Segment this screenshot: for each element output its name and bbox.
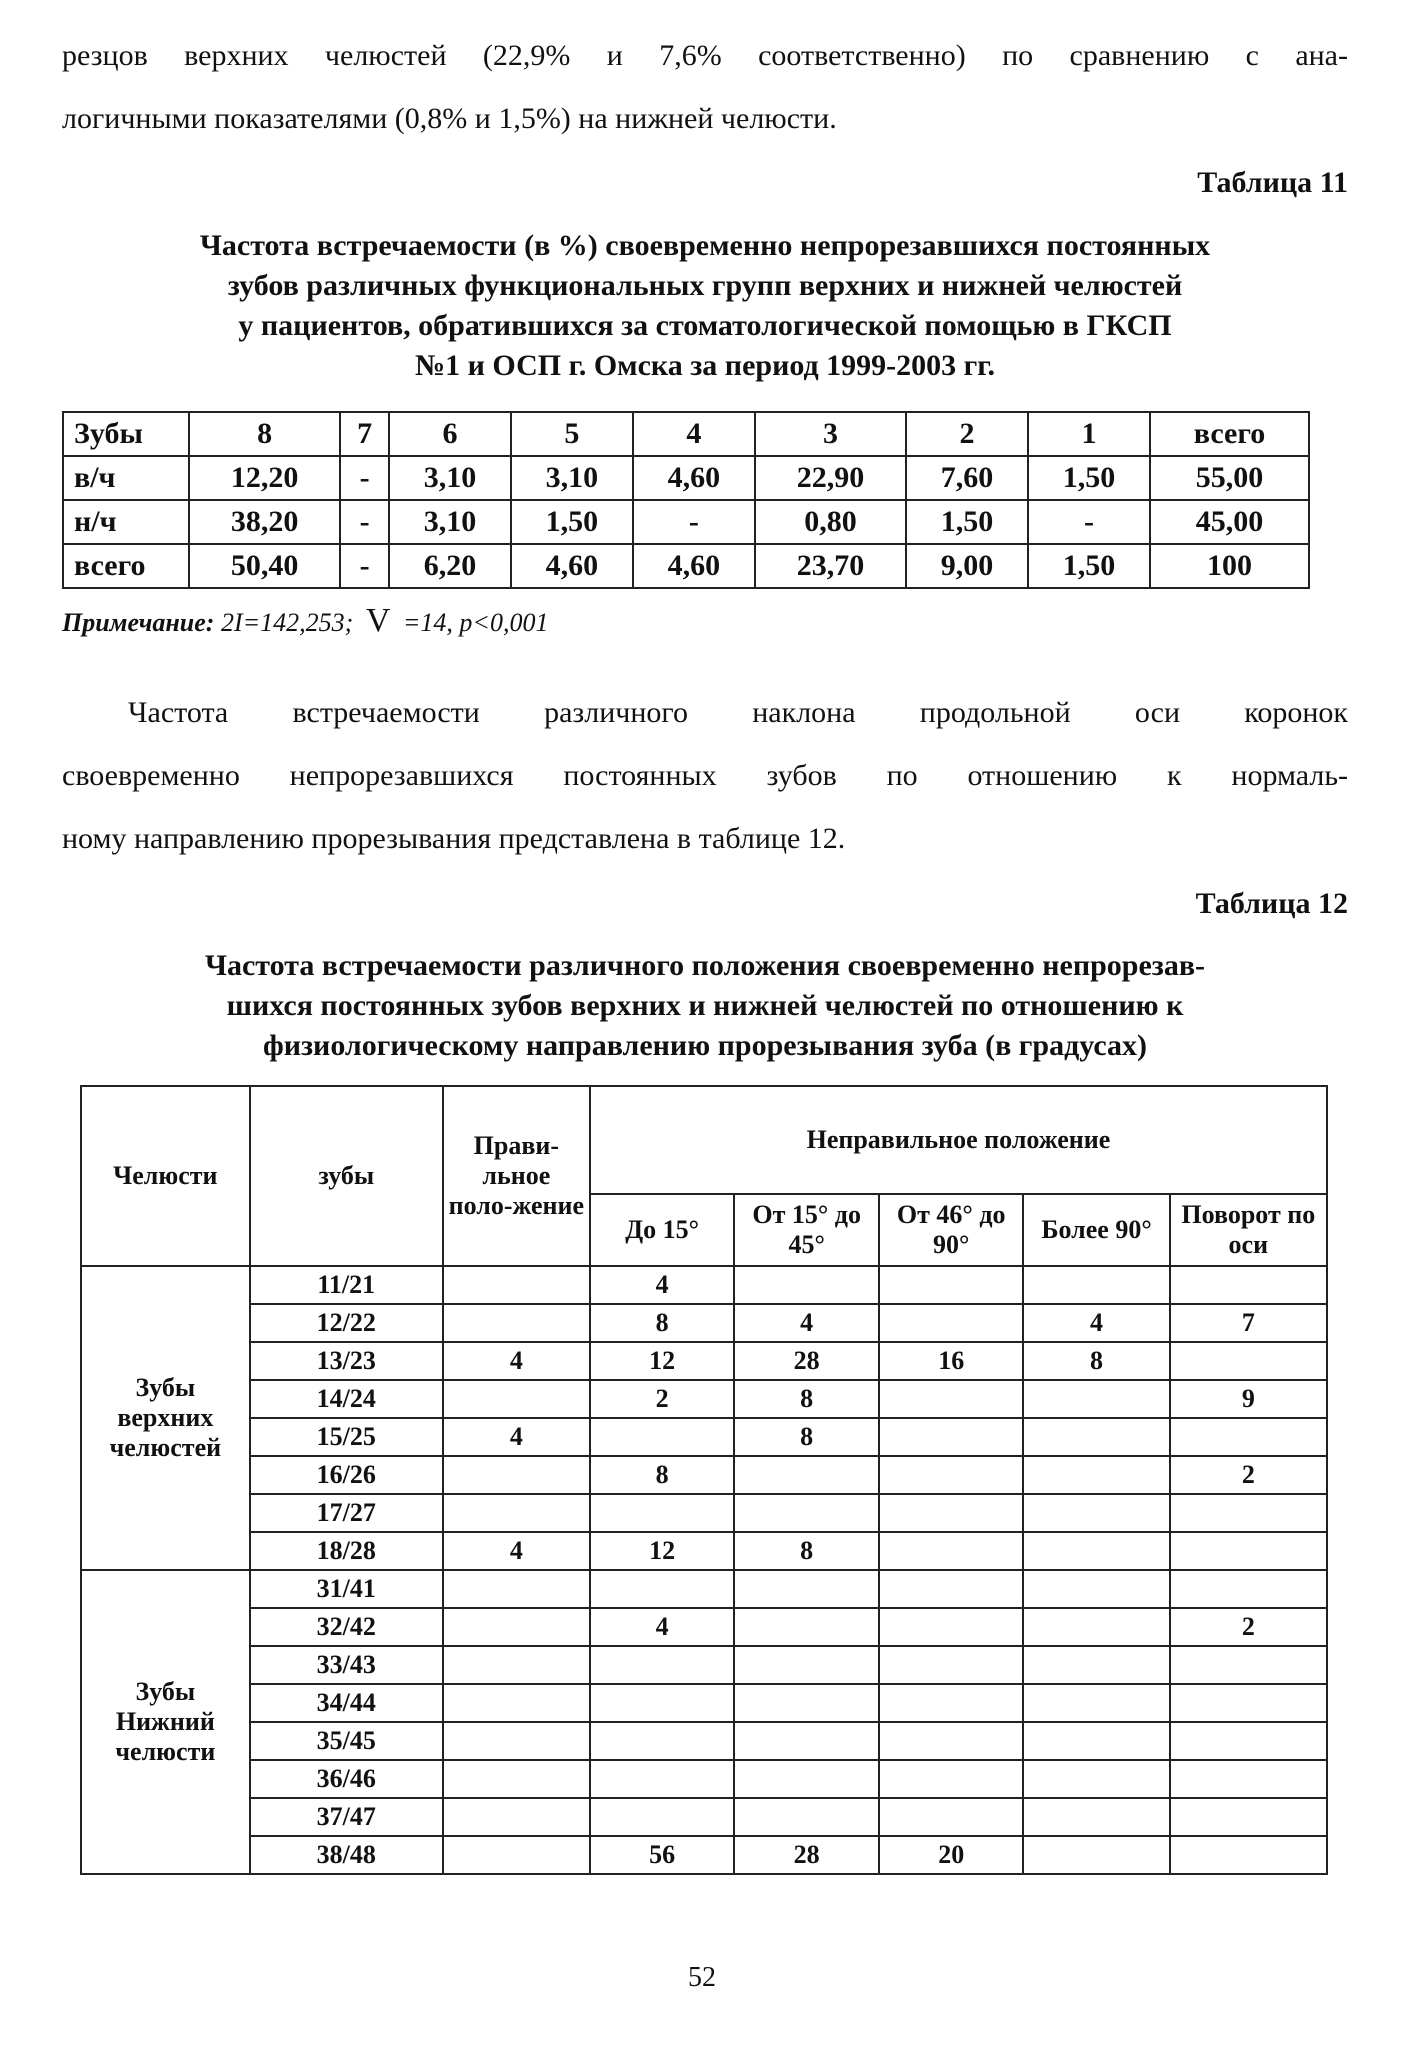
table-cell: 4 [1023, 1304, 1169, 1342]
header-incorrect-position: Неправильное положение [590, 1086, 1327, 1194]
table-cell [590, 1760, 735, 1798]
table-cell: 7,60 [906, 456, 1028, 500]
table-cell: 20 [879, 1836, 1024, 1874]
table11-header-cell: 3 [755, 412, 906, 456]
table-cell: в/ч [63, 456, 189, 500]
table-cell [443, 1266, 590, 1304]
table-cell [1023, 1646, 1169, 1684]
table-cell: 4 [443, 1342, 590, 1380]
tooth-pair-cell: 12/22 [250, 1304, 443, 1342]
table-row [81, 1646, 1327, 1684]
table-cell: 22,90 [755, 456, 906, 500]
table-cell [1170, 1418, 1327, 1456]
intro-line-1: резцов верхних челюстей (22,9% и 7,6% соответственно) по сравнению с ана- [62, 39, 1348, 72]
table-cell: 50,40 [189, 544, 340, 588]
table-cell [590, 1418, 735, 1456]
lower-jaw-rows [81, 1570, 1327, 1874]
table-cell [879, 1684, 1024, 1722]
header-jaw: Челюсти [81, 1086, 250, 1266]
table-12 [80, 1085, 1328, 1875]
tooth-pair-cell: 11/21 [250, 1266, 443, 1304]
table11-header-cell: 7 [340, 412, 389, 456]
table-cell: 4 [590, 1608, 735, 1646]
table-row [81, 1418, 1327, 1456]
table-cell: - [340, 500, 389, 544]
tooth-pair-cell: 37/47 [250, 1798, 443, 1836]
table-cell [443, 1684, 590, 1722]
table-cell [443, 1304, 590, 1342]
table-cell [1023, 1722, 1169, 1760]
table-row [81, 1342, 1327, 1380]
table-cell: 4,60 [633, 544, 755, 588]
table-cell: 8 [734, 1418, 879, 1456]
table-cell [1023, 1266, 1169, 1304]
table-cell [734, 1456, 879, 1494]
table11-header-row [63, 412, 1309, 456]
table11-note-part1: 2I=142,253; [220, 608, 354, 637]
table-row [81, 1304, 1327, 1342]
table-cell: 3,10 [389, 456, 511, 500]
paragraph-line-3: ному направлению прорезывания представлена в таблице 12. [62, 822, 846, 855]
table-cell [1023, 1570, 1169, 1608]
table-cell [879, 1266, 1024, 1304]
table-cell: 8 [1023, 1342, 1169, 1380]
table-cell: 8 [590, 1304, 735, 1342]
table-cell: 9 [1170, 1380, 1327, 1418]
table-cell [1170, 1722, 1327, 1760]
table-cell [879, 1646, 1024, 1684]
table-cell [734, 1722, 879, 1760]
table-cell: 1,50 [906, 500, 1028, 544]
table-cell: 56 [590, 1836, 735, 1874]
page-number: 52 [688, 1962, 716, 1993]
table-cell: - [633, 500, 755, 544]
table-cell: 4,60 [511, 544, 633, 588]
upper-jaw-rows [81, 1266, 1327, 1570]
table11-header-cell: 8 [189, 412, 340, 456]
table-cell: 9,00 [906, 544, 1028, 588]
table-row [63, 456, 1309, 500]
table-row [81, 1380, 1327, 1418]
table-cell [443, 1456, 590, 1494]
table-cell: - [340, 544, 389, 588]
table-cell: 3,10 [389, 500, 511, 544]
header-correct-position: Прави-льное поло-жение [443, 1086, 590, 1266]
table-row [81, 1684, 1327, 1722]
table-row [63, 544, 1309, 588]
table-cell [590, 1646, 735, 1684]
table-row [81, 1494, 1327, 1532]
table-11 [62, 411, 1310, 589]
table-cell: 8 [734, 1380, 879, 1418]
table-cell [734, 1570, 879, 1608]
table-cell [590, 1722, 735, 1760]
table11-note-symbol: V [365, 602, 391, 639]
tooth-pair-cell: 17/27 [250, 1494, 443, 1532]
table11-title-line-4: №1 и ОСП г. Омска за период 1999-2003 гг. [414, 349, 996, 382]
table-cell [734, 1684, 879, 1722]
table-cell [443, 1760, 590, 1798]
table11-note-part2: =14, p<0,001 [402, 608, 549, 637]
table-cell [879, 1418, 1024, 1456]
table-cell [1170, 1760, 1327, 1798]
tooth-pair-cell: 14/24 [250, 1380, 443, 1418]
table-cell: 3,10 [511, 456, 633, 500]
tooth-pair-cell: 36/46 [250, 1760, 443, 1798]
table-cell [1170, 1836, 1327, 1874]
table-row [81, 1570, 1327, 1608]
table-cell [1023, 1760, 1169, 1798]
table11-header-cell: 1 [1028, 412, 1150, 456]
table-cell: 0,80 [755, 500, 906, 544]
table-cell [734, 1798, 879, 1836]
table-cell [443, 1836, 590, 1874]
table-cell: 100 [1150, 544, 1309, 588]
table11-header-cell: Зубы [63, 412, 189, 456]
paragraph-line-1: Частота встречаемости различного наклона продольной оси коронок [128, 696, 1348, 729]
table-cell [1023, 1684, 1169, 1722]
table-cell [734, 1608, 879, 1646]
table-cell: 4 [590, 1266, 735, 1304]
tooth-pair-cell: 18/28 [250, 1532, 443, 1570]
table-cell [1023, 1798, 1169, 1836]
table-cell: 2 [1170, 1456, 1327, 1494]
intro-line-2: логичными показателями (0,8% и 1,5%) на нижней челюсти. [62, 102, 837, 135]
table-cell [879, 1532, 1024, 1570]
header-col-3: От 46° до 90° [879, 1194, 1024, 1266]
header-col-1: До 15° [590, 1194, 735, 1266]
table-row [81, 1722, 1327, 1760]
lower-jaw-label: Зубы Нижний челюсти [81, 1570, 250, 1874]
table11-title-line-2: зубов различных функциональных групп верхних и нижней челюстей [227, 269, 1183, 302]
table-cell [879, 1380, 1024, 1418]
table-cell: 38,20 [189, 500, 340, 544]
header-col-4: Более 90° [1023, 1194, 1169, 1266]
tooth-pair-cell: 31/41 [250, 1570, 443, 1608]
table-cell: 4 [443, 1532, 590, 1570]
table-cell: 1,50 [511, 500, 633, 544]
table-cell [590, 1494, 735, 1532]
table-cell: 4,60 [633, 456, 755, 500]
table-cell [879, 1494, 1024, 1532]
tooth-pair-cell: 13/23 [250, 1342, 443, 1380]
table-cell [443, 1494, 590, 1532]
table-cell: 28 [734, 1836, 879, 1874]
table-cell: - [340, 456, 389, 500]
table12-title-line-1: Частота встречаемости различного положения своевременно непрорезав- [204, 949, 1206, 982]
table11-header-cell: 6 [389, 412, 511, 456]
table-row [81, 1608, 1327, 1646]
table-cell [443, 1380, 590, 1418]
paragraph-line-2: своевременно непрорезавшихся постоянных зубов по отношению к нормаль- [62, 759, 1348, 792]
table-cell [443, 1722, 590, 1760]
table-cell: 12,20 [189, 456, 340, 500]
table12-title-line-2: шихся постоянных зубов верхних и нижней челюстей по отношению к [226, 989, 1184, 1022]
table11-title [62, 226, 1348, 386]
table-cell: 4 [734, 1304, 879, 1342]
table-cell: 16 [879, 1342, 1024, 1380]
tooth-pair-cell: 35/45 [250, 1722, 443, 1760]
table-cell [1023, 1456, 1169, 1494]
table-row [63, 500, 1309, 544]
table11-header-cell: всего [1150, 412, 1309, 456]
table-cell [879, 1608, 1024, 1646]
table-cell [1170, 1266, 1327, 1304]
table-cell [443, 1798, 590, 1836]
table-cell [1170, 1570, 1327, 1608]
table-cell [1023, 1608, 1169, 1646]
table-cell: н/ч [63, 500, 189, 544]
table-cell [879, 1722, 1024, 1760]
table-row [81, 1266, 1327, 1304]
table11-note [62, 602, 548, 640]
table-cell [1170, 1494, 1327, 1532]
table-row [81, 1760, 1327, 1798]
table11-header-cell: 2 [906, 412, 1028, 456]
table-cell [1023, 1836, 1169, 1874]
table-cell [879, 1570, 1024, 1608]
table-cell [1170, 1646, 1327, 1684]
table-cell [1023, 1380, 1169, 1418]
table-cell: 12 [590, 1532, 735, 1570]
table-cell: 4 [443, 1418, 590, 1456]
tooth-pair-cell: 15/25 [250, 1418, 443, 1456]
table-cell [1170, 1532, 1327, 1570]
table-cell [1023, 1494, 1169, 1532]
table11-title-line-3: у пациентов, обратившихся за стоматологической помощью в ГКСП [238, 309, 1172, 342]
tooth-pair-cell: 16/26 [250, 1456, 443, 1494]
table-cell [1170, 1342, 1327, 1380]
tooth-pair-cell: 34/44 [250, 1684, 443, 1722]
tooth-pair-cell: 33/43 [250, 1646, 443, 1684]
table-cell [1023, 1532, 1169, 1570]
table-cell: 12 [590, 1342, 735, 1380]
table-cell [443, 1608, 590, 1646]
table-row [81, 1456, 1327, 1494]
table12-title [62, 946, 1348, 1066]
tooth-pair-cell: 32/42 [250, 1608, 443, 1646]
table-cell: 2 [1170, 1608, 1327, 1646]
table-cell [734, 1646, 879, 1684]
table-cell: всего [63, 544, 189, 588]
table-cell: 6,20 [389, 544, 511, 588]
table-cell: 45,00 [1150, 500, 1309, 544]
header-col-2: От 15° до 45° [734, 1194, 879, 1266]
table-cell: 7 [1170, 1304, 1327, 1342]
table12-title-line-3: физиологическому направлению прорезывания зуба (в градусах) [262, 1029, 1148, 1062]
table11-title-line-1: Частота встречаемости (в %) своевременно непрорезавшихся постоянных [199, 229, 1211, 262]
tooth-pair-cell: 38/48 [250, 1836, 443, 1874]
table-row [81, 1798, 1327, 1836]
table-cell [1170, 1798, 1327, 1836]
table-cell [879, 1760, 1024, 1798]
table-cell: 1,50 [1028, 456, 1150, 500]
table-cell: 1,50 [1028, 544, 1150, 588]
table-cell [590, 1798, 735, 1836]
table12-label: Таблица 12 [1195, 887, 1348, 920]
table-cell [590, 1570, 735, 1608]
table-cell: - [1028, 500, 1150, 544]
table-cell [1170, 1684, 1327, 1722]
header-teeth: зубы [250, 1086, 443, 1266]
table-cell: 2 [590, 1380, 735, 1418]
table11-header-cell: 5 [511, 412, 633, 456]
upper-jaw-label: Зубы верхних челюстей [81, 1266, 250, 1570]
table-cell [590, 1684, 735, 1722]
table11-label: Таблица 11 [1197, 166, 1348, 199]
table-cell: 8 [734, 1532, 879, 1570]
table-row [81, 1836, 1327, 1874]
table-cell [443, 1570, 590, 1608]
table-cell: 23,70 [755, 544, 906, 588]
table11-header-cell: 4 [633, 412, 755, 456]
table-cell: 28 [734, 1342, 879, 1380]
table11-note-label: Примечание: [62, 608, 215, 637]
table12-header-row-1 [81, 1086, 1327, 1194]
table-cell: 8 [590, 1456, 735, 1494]
table-cell [879, 1798, 1024, 1836]
table-row [81, 1532, 1327, 1570]
table-cell [879, 1304, 1024, 1342]
header-col-5: Поворот по оси [1170, 1194, 1327, 1266]
table-cell [879, 1456, 1024, 1494]
table-cell [734, 1760, 879, 1798]
table-cell [734, 1494, 879, 1532]
table-cell [734, 1266, 879, 1304]
table-cell [443, 1646, 590, 1684]
table-cell: 55,00 [1150, 456, 1309, 500]
table-cell [1023, 1418, 1169, 1456]
